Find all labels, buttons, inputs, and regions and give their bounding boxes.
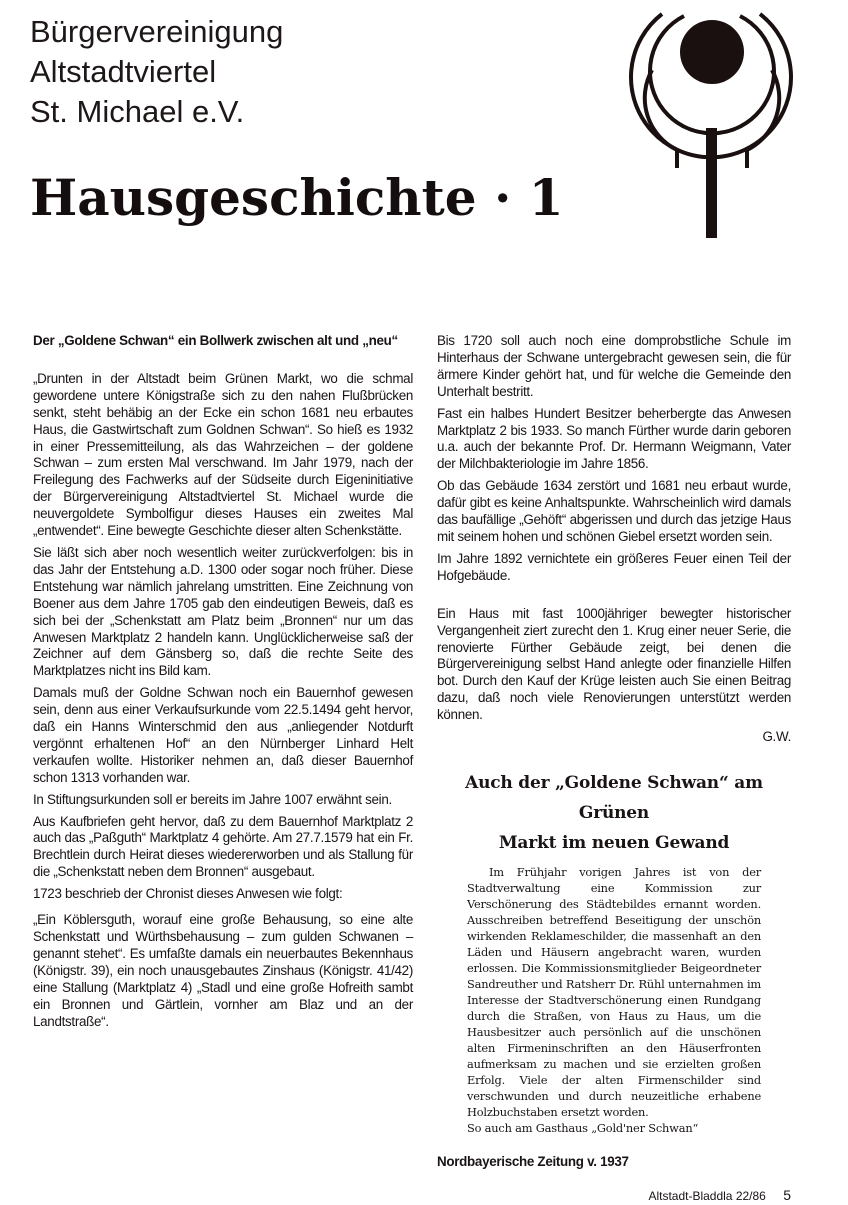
article-heading: Der „Goldene Schwan“ ein Bollwerk zwischen alt und „neu“: [33, 333, 398, 348]
signature: G.W.: [762, 729, 791, 745]
article-left-column: [33, 333, 413, 1035]
page-number: 5: [783, 1186, 791, 1203]
paragraph: Bis 1720 soll auch noch eine domprobstliche Schule im Hinterhaus der Schwane untergebracht gewesen sein, die für ärmere Kinder gehört hat, und für welche die Gemeinde den Unterhalt bestritt.: [437, 333, 791, 399]
page-footer: [437, 1187, 791, 1205]
clipping-last-line: So auch am Gasthaus „Gold'ner Schwan“: [467, 1120, 699, 1135]
page-title: Hausgeschichte · 1: [30, 168, 564, 227]
org-line: Altstadtviertel: [30, 54, 217, 89]
logo-icon: [622, 10, 802, 240]
paragraph: Damals muß der Goldne Schwan noch ein Bauernhof gewesen sein, denn aus einer Verkaufsurkunde vom 22.5.1494 geht hervor, daß ein Hanns Winterschmid den aus „anliegender Notdurft vergönnt erhaltenen Hof“ an den Nürnberger Linhard Helt verkaufen wollte. Historiker nehmen an, daß dieser Bauernhof schon 1313 vorhanden war.: [33, 685, 413, 785]
paragraph: „Drunten in der Altstadt beim Grünen Markt, wo die schmal gewordene untere Königstraße sich zu den nahen Flußbrücken senkt, steht behäbig an der Ecke ein schon 1681 neu erbautes Haus, die Gastwirtschaft zum Goldnen Schwan“. So hieß es 1932 in einer Pressemitteilung, als das Wahrzeichen – der goldene Schwan – zum ersten Mal verschwand. Im Jahr 1979, nach der Freilegung des Fachwerks auf der Südseite durch Eigeninitiative der Bürgervereinigung Altstadtviertel St. Michael wurde die neuvergoldete Symbolfigur dieses Hauses ein zweites Mal „entwendet“. Eine bewegte Geschichte dieser alten Schenkstätte.: [33, 370, 413, 539]
paragraph: Aus Kaufbriefen geht hervor, daß zu dem Bauernhof Marktplatz 2 auch das „Paßguth“ Marktplatz 4 gehörte. Am 27.7.1579 hat ein Fr. Brechtlein durch Heirat dieses wiedererworben und als Stallung für die „Schenkstatt neben dem Bronnen“ ausgebaut.: [33, 813, 413, 880]
paragraph: „Ein Köblersguth, worauf eine große Behausung, so eine alte Schenkstatt und Würthsbehausung – zum gulden Schwanen – genannt stehet“. Es umfaßte damals ein neuerbautes Bekennhaus (Königstr. 39), ein noch unausgebautes Zinshaus (Königstr. 41/42) eine Stallung (Marktplatz 4) „Stadl und eine große Hofreith sambt ein Bronnen und Gärtlein, vornher am Blaz und an der Landtstraße“.: [33, 912, 413, 1029]
paragraph: Fast ein halbes Hundert Besitzer beherbergte das Anwesen Marktplatz 2 bis 1933. So manch Fürther wurde darin geboren u.a. auch der bekannte Prof. Dr. Hermann Weigmann, Vater der Milchbakteriologie im Jahre 1856.: [437, 405, 791, 472]
paragraph: In Stiftungsurkunden soll er bereits im Jahre 1007 erwähnt sein.: [33, 791, 392, 807]
org-line: St. Michael e.V.: [30, 94, 245, 129]
organization-name: [30, 12, 283, 132]
clipping-body: [467, 864, 761, 1136]
clipping-headline: Auch der „Goldene Schwan“ am Grünen: [465, 772, 763, 823]
paragraph: 1723 beschrieb der Chronist dieses Anwesen wie folgt:: [33, 886, 343, 902]
clipping-headline: Markt im neuen Gewand: [498, 832, 730, 853]
paragraph: Ob das Gebäude 1634 zerstört und 1681 neu erbaut wurde, dafür gibt es keine Anhaltspunkte. Wahrscheinlich wird damals das baufällige „Gehöft“ abgerissen und durch das jetzige Haus mit seinem hohen und schönen Giebel ersetzt worden sein.: [437, 478, 791, 544]
paragraph: Ein Haus mit fast 1000jähriger bewegter historischer Vergangenheit ziert zurecht den 1. Krug einer neuer Serie, die renovierte Fürther Gebäude zeigt, bei denen die Bürgervereinigung selbst Hand anlegte oder finanzielle Hilfen bot. Durch den Kauf der Krüge leisten auch Sie einen Beitrag dazu, daß noch viele Renovierungen unterstützt werden können.: [437, 605, 791, 723]
article-right-column: [437, 333, 791, 1205]
clipping-caption: Nordbayerische Zeitung v. 1937: [437, 1153, 629, 1169]
paragraph: Sie läßt sich aber noch wesentlich weiter zurückverfolgen: bis in das Jahr der Entstehung a.D. 1300 oder sogar noch früher. Diese Entstehung war nämlich jahrelang umstritten. Eine Zeichnung von Boener aus dem Jahre 1705 gab den eindeutigen Beweis, daß es sich bei der „Schenkstatt am Platz beim „Bronnen“ nur um das Anwesen Marktplatz 2 handeln kann. Unglücklicherweise saß der Zeichner auf dem Gänsberg so, daß die rechte Seite des Marktplatzes nicht ins Bild kam.: [33, 544, 413, 679]
publication-name: Altstadt-Bladdla 22/86: [648, 1188, 766, 1203]
paragraph: Im Jahre 1892 vernichtete ein größeres Feuer einen Teil der Hofgebäude.: [437, 550, 791, 583]
clipping-text: Im Frühjahr vorigen Jahres ist von der Stadtverwaltung eine Kommission zur Verschönerung des Städtebildes ernannt worden. Ausschreiben betreffend Beseitigung der unschön wirkenden Reklameschilder, die massenhaft an den Läden und Häusern angebracht waren, wurden erlossen. Die Kommissionsmitglieder Beigeordneter Sandreuther und Ratsherr Dr. Rühl unternahmen im Interesse der Stadtverschönerung einen Rundgang durch die Straßen, von Haus zu Haus, um die Hausbesitzer auch persönlich auf die unschönen alten Firmeninschriften an den Häuserfronten aufmerksam zu machen und sie erzielten großen Erfolg. Viele der alten Firmenschilder sind verschwunden und durch neuzeitliche erhabene Holzbuchstaben ersetzt worden.: [467, 864, 762, 1119]
org-line: Bürgervereinigung: [30, 14, 284, 49]
newspaper-clipping: [437, 768, 791, 1136]
